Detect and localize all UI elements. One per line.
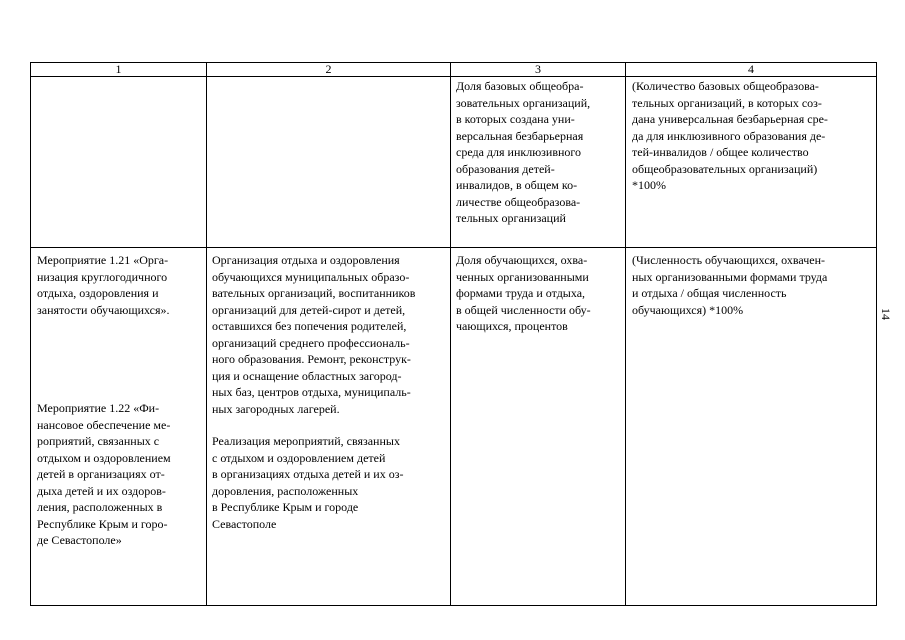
table-cell [31,77,207,248]
table-row [31,77,877,248]
header-row [31,63,877,77]
page-number: 14 [879,308,893,320]
measure-title-1-21: Мероприятие 1.21 «Орга- низация круглогодичного отдыха, оздоровления и занятости обучающихся». [37,253,170,317]
table-cell [31,248,207,606]
column-header-1: 1 [31,63,207,77]
table-cell [207,248,451,606]
indicator-text: Доля обучающихся, охва- ченных организованными формами труда и отдыха, в общей численности обу- чающихся, процентов [456,253,591,333]
column-header-2: 2 [207,63,451,77]
indicator-text: Доля базовых общеобра- зовательных организаций, в которых создана уни- версальная безбарьерная среда для инклюзивного образования детей- инвалидов, в общем ко- личестве общеобразова- тельных организаций [456,79,591,225]
formula-text: (Количество базовых общеобразова- тельных организаций, в которых соз- дана универсальная безбарьерная сре- да для инклюзивного образования де- тей-инвалидов / общее количество общеобразовательных организаций) *100% [632,79,828,192]
measure-description-1-22: Реализация мероприятий, связанных с отдыхом и оздоровлением детей в организациях отдыха детей и их оз- доровления, расположенных в Республике Крым и городе Севастополе [212,434,404,531]
measure-description-1-21: Организация отдыха и оздоровления обучающихся муниципальных образо- вательных организаций, воспитанников организаций для детей-сирот и детей, оставшихся без попечения родителей, организаций среднего профессиональ- ного образования. Ремонт, реконструк- ция и оснащение областных загород- ных баз, центров отдыха, муниципаль- ных загородных лагерей. [212,253,416,416]
measure-title-1-22: Мероприятие 1.22 «Фи- нансовое обеспечение ме- роприятий, связанных с отдыхом и оздоровлением детей в организациях от- дыха детей и их оздоров- ления, расположенных в Республике Крым и горо- де Севастополе» [37,401,171,547]
document-table [30,62,877,606]
column-header-4: 4 [626,63,877,77]
table-cell [626,77,877,248]
column-header-3: 3 [451,63,626,77]
table-cell [207,77,451,248]
table-cell [626,248,877,606]
table-cell [451,248,626,606]
formula-text: (Численность обучающихся, охвачен- ных организованными формами труда и отдыха / общая численность обучающихся) *100% [632,253,828,317]
table-cell [451,77,626,248]
table-row [31,248,877,606]
